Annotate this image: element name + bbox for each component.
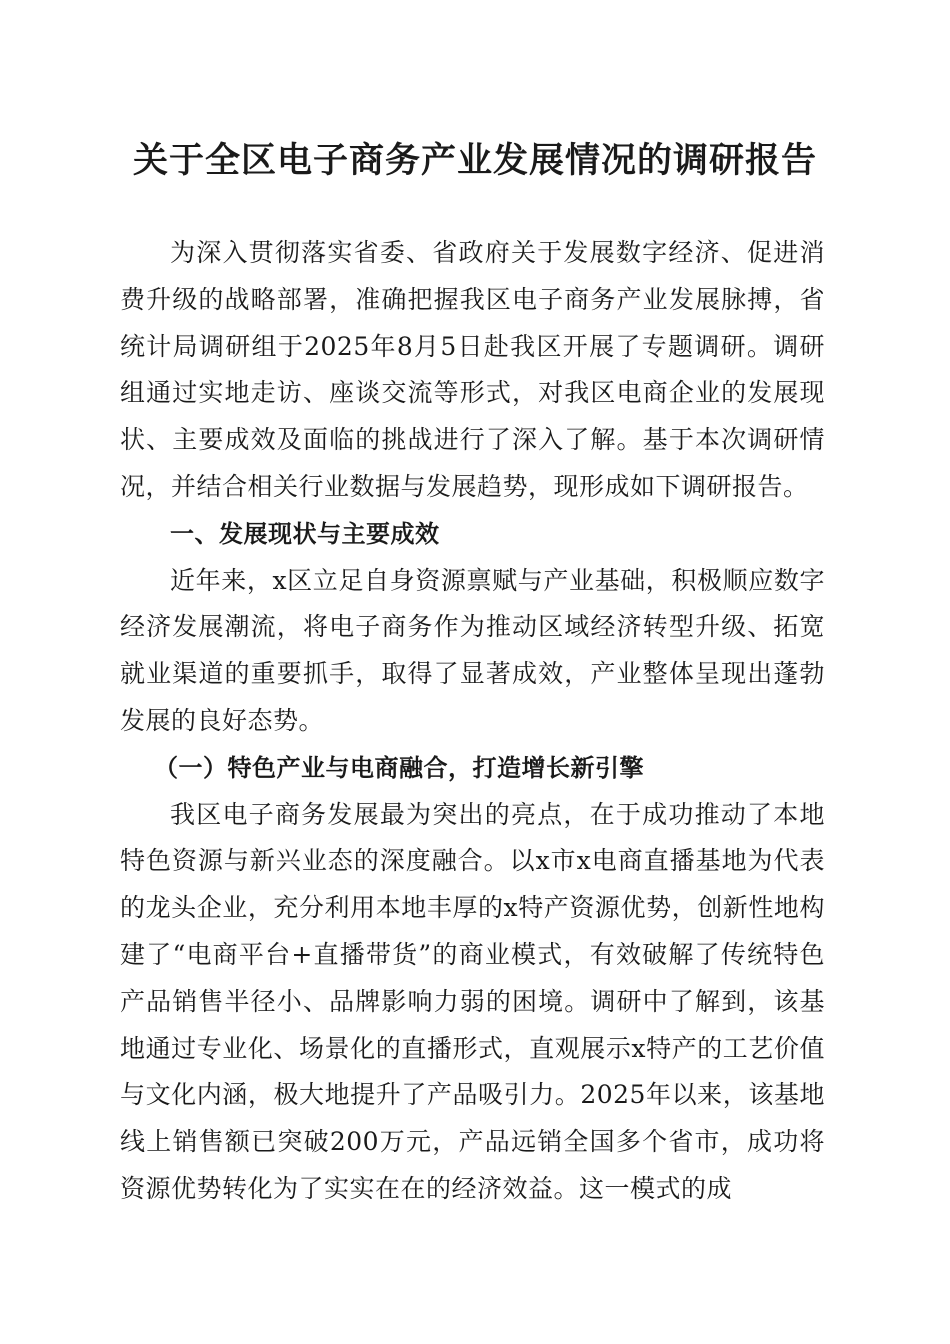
subsection-heading: （一）特色产业与电商融合，打造增长新引擎 — [154, 752, 644, 782]
section-paragraph: 近年来，x区立足自身资源禀赋与产业基础，积极顺应数字经济发展潮流，将电子商务作为推动区域经济转型升级、拓宽就业渠道的重要抓手，取得了显著成效，产业整体呈现出蓬勃发展的良好态势。 — [120, 565, 825, 735]
document-body — [120, 230, 825, 1213]
section-heading: 一、发展现状与主要成效 — [170, 519, 440, 548]
subsection-paragraph: 我区电子商务发展最为突出的亮点，在于成功推动了本地特色资源与新兴业态的深度融合。以x市x电商直播基地为代表的龙头企业，充分利用本地丰厚的x特产资源优势，创新性地构建了“电商平台+直播带货”的商业模式，有效破解了传统特色产品销售半径小、品牌影响力弱的困境。调研中了解到，该基地通过专业化、场景化的直播形式，直观展示x特产的工艺价值与文化内涵，极大地提升了产品吸引力。2025年以来，该基地线上销售额已突破200万元，产品远销全国多个省市，成功将资源优势转化为了实实在在的经济效益。这一模式的成 — [120, 799, 825, 1203]
intro-paragraph: 为深入贯彻落实省委、省政府关于发展数字经济、促进消费升级的战略部署，准确把握我区电子商务产业发展脉搏，省统计局调研组于2025年8月5日赴我区开展了专题调研。调研组通过实地走访、座谈交流等形式，对我区电商企业的发展现状、主要成效及面临的挑战进行了深入了解。基于本次调研情况，并结合相关行业数据与发展趋势，现形成如下调研报告。 — [120, 238, 825, 501]
document-title: 关于全区电子商务产业发展情况的调研报告 — [132, 140, 817, 181]
